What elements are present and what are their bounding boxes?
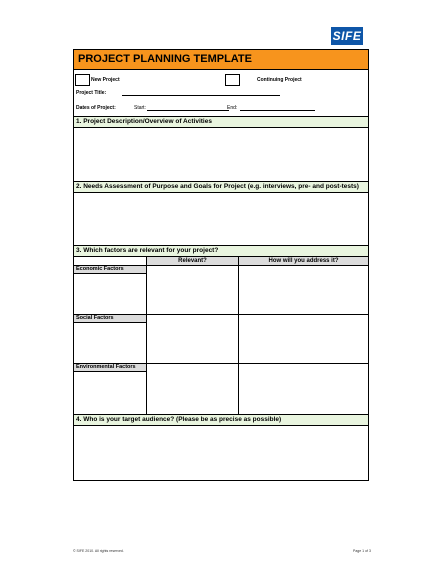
section-2-heading: 2. Needs Assessment of Purpose and Goals for Project (e.g. interviews, pre- and post-tests) bbox=[74, 182, 368, 193]
dates-label: Dates of Project: bbox=[76, 105, 116, 111]
section-4-input[interactable] bbox=[74, 426, 368, 480]
environmental-address-input[interactable] bbox=[239, 364, 368, 414]
section-2-input[interactable] bbox=[74, 193, 368, 246]
start-date-field[interactable] bbox=[147, 110, 229, 111]
environmental-relevant-input[interactable] bbox=[147, 364, 239, 414]
economic-factors-label: Economic Factors bbox=[74, 266, 146, 274]
page-number: Page 1 of 3 bbox=[353, 549, 371, 553]
planning-form bbox=[73, 49, 369, 481]
section-3-heading: 3. Which factors are relevant for your project? bbox=[74, 246, 368, 257]
copyright-footer: © SIFE 2010. All rights reserved. bbox=[73, 549, 124, 553]
section-1-heading: 1. Project Description/Overview of Activities bbox=[74, 117, 368, 128]
new-project-checkbox[interactable] bbox=[75, 74, 90, 86]
factor-cell bbox=[74, 266, 147, 314]
environmental-factors-label: Environmental Factors bbox=[74, 364, 146, 372]
factors-header-row bbox=[74, 257, 368, 266]
continuing-project-label: Continuing Project bbox=[257, 77, 302, 83]
project-title-field[interactable] bbox=[122, 95, 280, 96]
factor-cell bbox=[74, 364, 147, 414]
factors-header-blank bbox=[74, 257, 147, 265]
form-title: PROJECT PLANNING TEMPLATE bbox=[74, 50, 368, 70]
new-project-label: New Project bbox=[91, 77, 120, 83]
factor-row-social bbox=[74, 315, 368, 364]
project-title-label: Project Title: bbox=[76, 90, 107, 96]
factor-row-environmental bbox=[74, 364, 368, 415]
section-1-input[interactable] bbox=[74, 128, 368, 182]
social-address-input[interactable] bbox=[239, 315, 368, 363]
economic-relevant-input[interactable] bbox=[147, 266, 239, 314]
relevant-column-header: Relevant? bbox=[147, 257, 239, 265]
start-label: Start: bbox=[134, 105, 146, 111]
factor-cell bbox=[74, 315, 147, 363]
end-date-field[interactable] bbox=[240, 110, 315, 111]
address-column-header: How will you address it? bbox=[239, 257, 368, 265]
end-label: End: bbox=[227, 105, 238, 111]
social-relevant-input[interactable] bbox=[147, 315, 239, 363]
continuing-project-checkbox[interactable] bbox=[225, 74, 240, 86]
social-factors-label: Social Factors bbox=[74, 315, 146, 323]
sife-logo: SIFE bbox=[332, 29, 362, 43]
economic-address-input[interactable] bbox=[239, 266, 368, 314]
project-info bbox=[74, 70, 368, 117]
factor-row-economic bbox=[74, 266, 368, 315]
section-4-heading: 4. Who is your target audience? (Please be as precise as possible) bbox=[74, 415, 368, 426]
